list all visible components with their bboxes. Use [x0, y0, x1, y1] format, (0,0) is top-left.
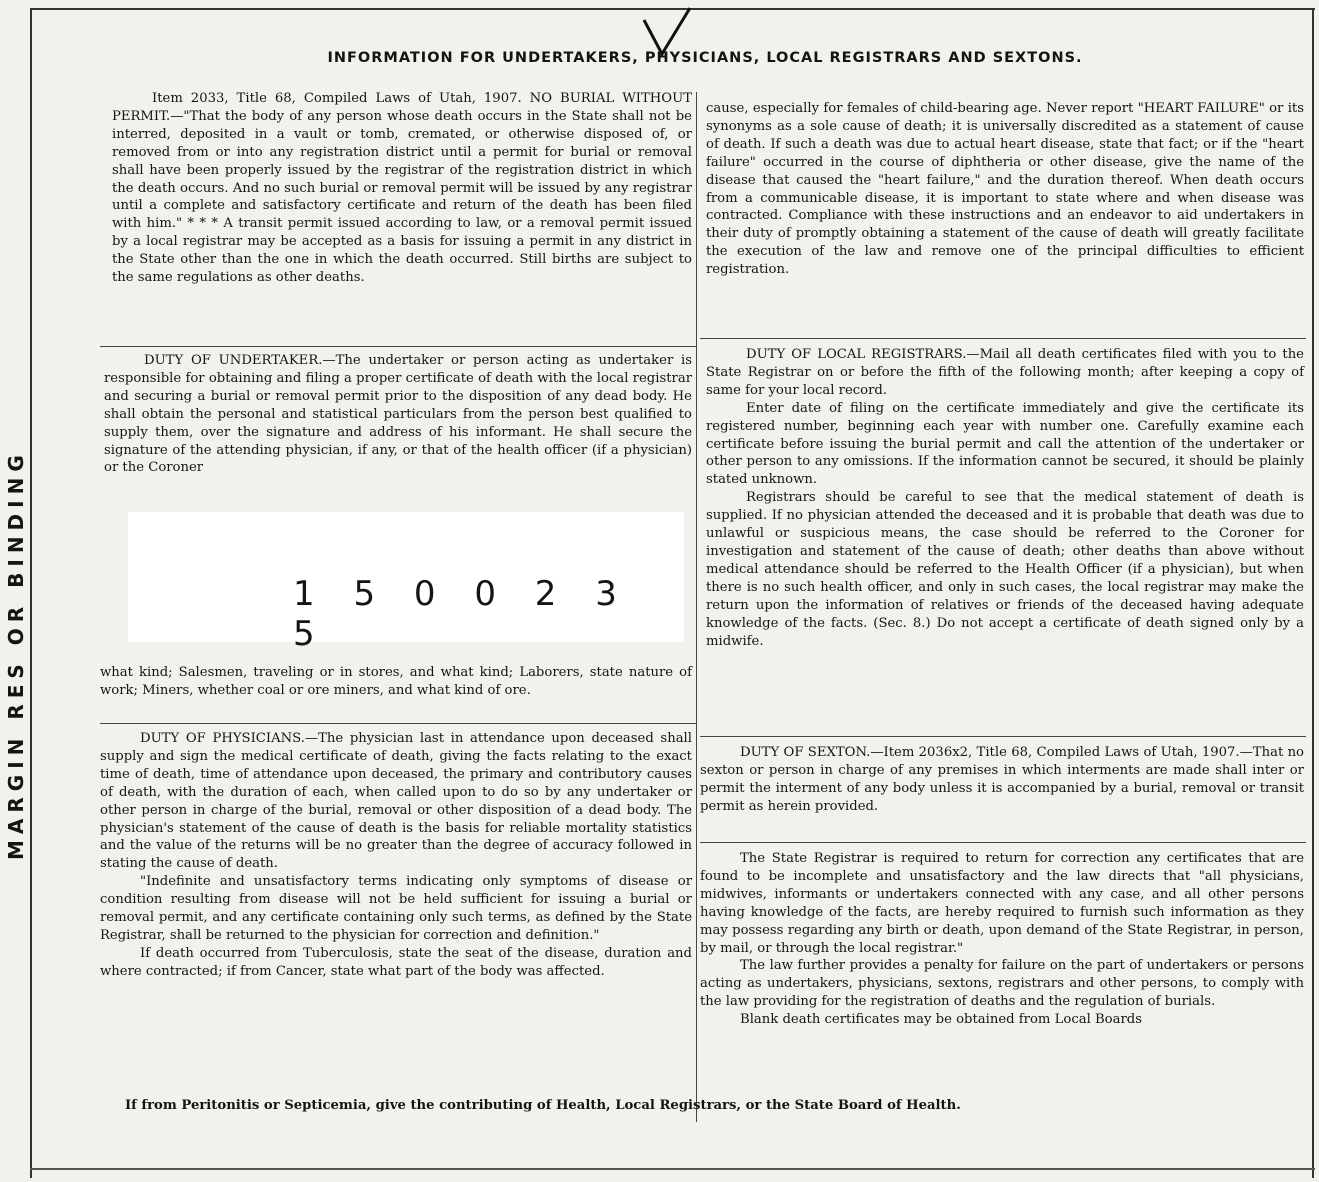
page-heading: INFORMATION FOR UNDERTAKERS, PHYSICIANS, LOCAL REGISTRARS AND SEXTONS. [327, 50, 1083, 66]
physicians-section [100, 730, 692, 981]
footer-line: If from Peritonitis or Septicemia, give the contributing of Health, Local Registrars, or the State Board of Health. [125, 1098, 961, 1113]
sexton-section [700, 744, 1304, 816]
binding-margin-note [4, 340, 36, 860]
blank-certificates-text: Blank death certificates may be obtained from Local Boards [740, 1012, 1142, 1028]
penalty-text: The law further provides a penalty for failure on the part of undertakers or persons acting as undertakers, physicians, sextons, registrars and other persons, to comply with the law providing for the registration of deaths and the regulation of burials. [700, 958, 1304, 1010]
section-divider [100, 346, 696, 347]
registrars-text: DUTY OF LOCAL REGISTRARS.—Mail all death certificates filed with you to the State Registrar on or before the fifth of the following month; after keeping a copy of same for your local record. [706, 347, 1304, 398]
cause-text: cause, especially for females of child-bearing age. Never report "HEART FAILURE" or its synonyms as a sole cause of death; it is universally discredited as a statement of cause of death. If such a death was due to actual heart disease, state that fact; or if the "heart failure" occurred in the course of diphtheria or other disease, give the name of the disease that caused the "heart failure," and the duration thereof. When death occurs from a communicable disease, it is important to state where and when disease was contracted. Compliance with these instructions and an endeavor to aid undertakers in their duty of promptly obtaining a statement of the cause of death will greatly facilitate the execution of the law and remove one of the principal difficulties to efficient registration. [706, 101, 1304, 278]
tuberculosis-text: If death occurred from Tuberculosis, state the seat of the disease, duration and where contracted; if from Cancer, state what part of the body was affected. [100, 945, 692, 979]
undertaker-section [104, 352, 692, 477]
document-number-stamp [128, 512, 684, 654]
column-divider [696, 92, 697, 1122]
indefinite-terms-text: "Indefinite and unsatisfactory terms indicating only symptoms of disease or condition resulting from disease will not be held sufficient for issuing a burial or removal permit, and any certificate containing only such terms, as defined by the State Registrar, shall be returned to the physician for correction and definition." [100, 874, 692, 943]
right-column-cause [706, 100, 1304, 279]
physicians-text: DUTY OF PHYSICIANS.—The physician last in attendance upon deceased shall supply and sign the medical certificate of death, giving the facts relating to the exact time of death, time of attendance upon deceased, the primary and contributory causes of death, with the duration of each, when called upon to do so by any undertaker or other person in charge of the burial, removal or other disposition of a dead body. The physician's statement of the cause of death is the basis for reliable mortality statistics and the value of the returns will be no greater than the degree of accuracy followed in stating the cause of death. [100, 731, 692, 872]
undertaker-text: DUTY OF UNDERTAKER.—The undertaker or person acting as undertaker is responsible for obtaining and filing a proper certificate of death with the local registrar and securing a burial or removal permit prior to the disposition of any dead body. He shall obtain the personal and statistical particulars from the person best qualified to supply them, over the signature and address of his informant. He shall secure the signature of the attending physician, if any, or that of the health officer (if a physician) or the Coroner [104, 353, 692, 476]
document-number: 1 5 0 0 2 3 5 [293, 574, 631, 654]
margin-note-text: MARGIN RES OR BINDING [4, 449, 28, 860]
page-border-right [1312, 8, 1314, 1178]
registrars-section [706, 346, 1304, 650]
section-divider [100, 723, 696, 724]
page-border-bottom [30, 1168, 1315, 1170]
no-burial-section [112, 90, 692, 287]
sexton-text: DUTY OF SEXTON.—Item 2036x2, Title 68, Compiled Laws of Utah, 1907.—That no sexton or person in charge of any premises in which interments are made shall inter or permit the interment of any body unless it is accompanied by a burial, removal or transit permit as herein provided. [700, 745, 1304, 814]
enter-date-text: Enter date of filing on the certificate immediately and give the certificate its registered number, beginning each year with number one. Carefully examine each certificate before issuing the burial permit and call the attention of the undertaker or other person to any omissions. If the information cannot be secured, it should be plainly stated unknown. [706, 400, 1304, 488]
state-registrar-text: The State Registrar is required to return for correction any certificates that are found to be incomplete and unsatisfactory and the law directs that "all physicians, midwives, informants or undertakers connected with any case, and all other persons having knowledge of the facts, are hereby required to furnish such information as they may possess regarding any birth or death, upon demand of the State Registrar, in person, by mail, or through the local registrar." [700, 851, 1304, 956]
section-divider [700, 338, 1306, 339]
section-divider [700, 736, 1306, 737]
careful-text: Registrars should be careful to see that the medical statement of death is supplied. If no physician attended the deceased and it is probable that death was due to unlawful or suspicious means, the case should be referred to the Coroner for investigation and statement of the cause of death; other deaths than above without medical attendance should be referred to the Health Officer (if a physician), but when there is no such health officer, and only in such cases, the local registrar may make the return upon the information of relatives or friends of the deceased having adequate knowledge of the facts. (Sec. 8.) Do not accept a certificate of death signed only by a midwife. [706, 490, 1304, 649]
undertaker-continued [100, 664, 692, 700]
section-divider [700, 842, 1306, 843]
state-registrar-section [700, 850, 1304, 1029]
no-burial-text: Item 2033, Title 68, Compiled Laws of Utah, 1907. NO BURIAL WITHOUT PERMIT.—"That the body of any person whose death occurs in the State shall not be interred, deposited in a vault or tomb, cremated, or otherwise disposed of, or removed from or into any registration district until a permit for burial or removal shall have been properly issued by the registrar of the registration district in which the death occurs. And no such burial or removal permit will be issued by any registrar until a complete and satisfactory certificate and return of the death has been filed with him." * * * A transit permit issued according to law, or a removal permit issued by a local registrar may be accepted as a basis for issuing a permit in any district in the State other than the one in which the death occurred. Still births are subject to the same regulations as other deaths. [112, 91, 692, 286]
undertaker-continued-text: what kind; Salesmen, traveling or in stores, and what kind; Laborers, state nature of work; Miners, whether coal or ore miners, and what kind of ore. [100, 665, 692, 698]
